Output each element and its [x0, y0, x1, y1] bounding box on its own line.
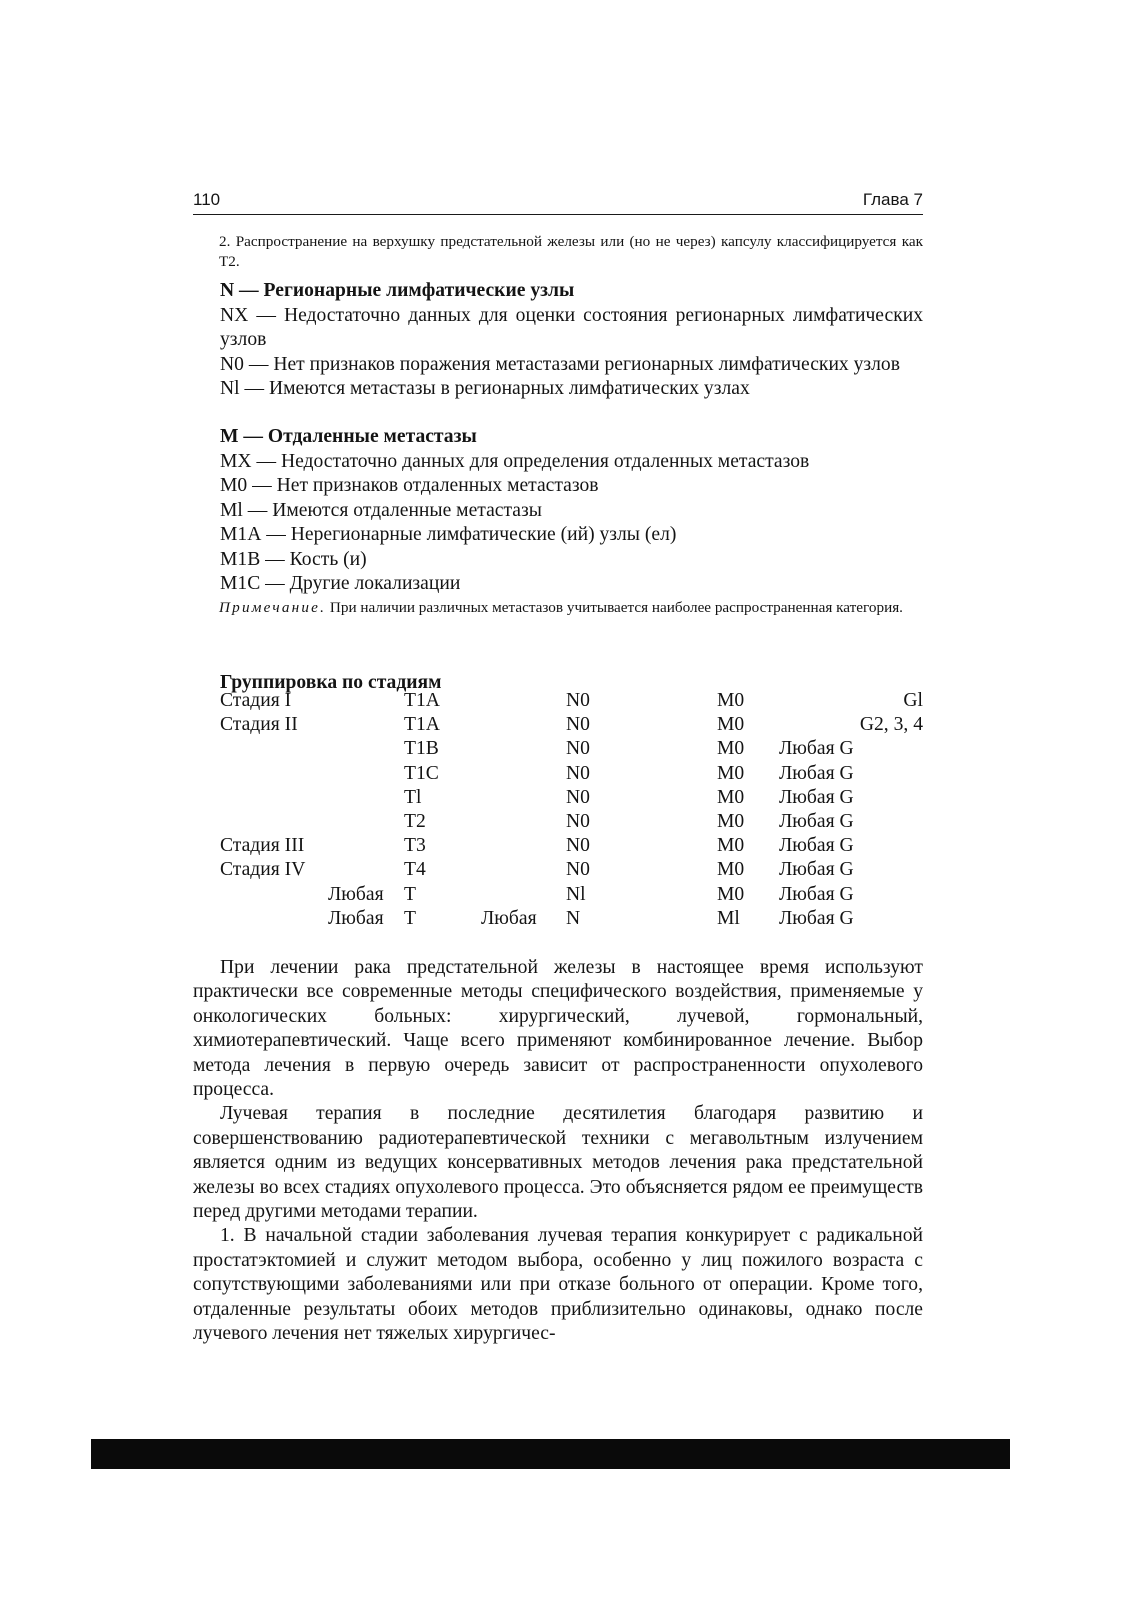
n-cell: N0 [566, 714, 590, 736]
staging-row [0, 811, 1132, 835]
g-cell: Любая G [779, 883, 854, 905]
staging-row [0, 884, 1132, 908]
t-cell: Т1А [404, 690, 440, 711]
m-cell: М0 [717, 859, 745, 881]
t-cell: Т1С [404, 762, 439, 784]
t-cell: Т [404, 907, 416, 929]
n-item-n1: Nl — Имеются метастазы в регионарных лимфатических узлах [220, 378, 750, 399]
n-cell: Nl [566, 883, 586, 905]
n-section [193, 279, 923, 402]
g-cell: Любая G [779, 859, 854, 881]
n-item-nx: NX — Недостаточно данных для оценки состояния регионарных лимфатических узлов [220, 304, 923, 350]
t-cell: Т [404, 883, 416, 905]
running-header [193, 190, 923, 215]
m-cell: М0 [717, 883, 745, 905]
t-cell: Т2 [404, 811, 426, 832]
m-item-m1: Ml — Имеются отдаленные метастазы [220, 499, 542, 521]
n-cell: N0 [566, 859, 590, 881]
m-cell: Ml [717, 907, 740, 929]
page-number: 110 [193, 190, 221, 209]
n-section-title: N — Регионарные лимфатические узлы [220, 280, 575, 301]
note [193, 598, 923, 618]
t-qualifier-cell: Любая [328, 907, 384, 929]
stage-cell: Стадия IV [220, 859, 306, 881]
staging-row [0, 763, 1132, 787]
m-cell: М0 [717, 738, 745, 760]
m-item-m1b: М1В — Кость (и) [220, 548, 367, 570]
g-cell: Любая G [779, 738, 854, 760]
staging-row [0, 714, 1132, 738]
n-item-n0: N0 — Нет признаков поражения метастазами регионарных лимфатических узлов [220, 353, 900, 375]
staging-row [0, 859, 1132, 883]
m-section-title: М — Отдаленные метастазы [220, 426, 477, 447]
m-cell: М0 [717, 714, 745, 736]
m-cell: М0 [717, 762, 745, 784]
t-qualifier-cell: Любая [328, 883, 384, 905]
top-note-text: 2. Распространение на верхушку предстательной железы или (но не через) капсулу классифицируется как Т2. [219, 233, 923, 270]
stage-cell: Стадия III [220, 835, 305, 857]
n-cell: N0 [566, 690, 590, 711]
m-cell: М0 [717, 786, 745, 808]
n-qualifier-cell: Любая [481, 907, 537, 929]
n-cell: N0 [566, 811, 590, 832]
m-cell: М0 [717, 835, 745, 857]
t-cell: Tl [404, 786, 422, 808]
paragraph: Лучевая терапия в последние десятилетия благодаря развитию и совершенствованию радиотерапевтической техники с мегавольтным излучением является одним из ведущих консервативных методов лечения рака предстательной железы во всех стадиях опухолевого процесса. Это объясняется рядом ее преимуществ перед другими методами терапии. [193, 1103, 923, 1223]
paragraph: При лечении рака предстательной железы в настоящее время используют практически все современные методы специфического воздействия, применяемые у онкологических больных: хирургический, лучевой, гормональный, химиотерапевтический. Чаще всего применяют комбинированное лечение. Выбор метода лечения в первую очередь зависит от распространенности опухолевого процесса. [193, 957, 923, 1101]
body-text [193, 956, 923, 1347]
m-cell: М0 [717, 811, 745, 832]
g-cell: Gl [903, 690, 923, 711]
n-cell: N0 [566, 738, 590, 760]
paragraph: 1. В начальной стадии заболевания лучевая терапия конкурирует с радикальной простатэктомией и служит методом выбора, особенно у лиц пожилого возраста с сопутствующими заболеваниями или при отказе больного от операции. Кроме того, отдаленные результаты обоих методов приблизительно одинаковы, однако после лучевого лечения нет тяжелых хирургичес- [193, 1225, 923, 1345]
m-item-m0: М0 — Нет признаков отдаленных метастазов [220, 475, 599, 496]
staging-row [0, 787, 1132, 811]
g-cell: Любая G [779, 907, 854, 929]
m-item-m1a: М1А — Нерегионарные лимфатические (ий) узлы (ел) [220, 524, 677, 545]
g-cell: Любая G [779, 835, 854, 857]
t-cell: Т4 [404, 859, 426, 881]
staging-row [0, 835, 1132, 859]
t-cell: Т1В [404, 738, 439, 760]
m-cell: М0 [717, 690, 745, 711]
n-cell: N0 [566, 835, 590, 857]
staging-row [0, 908, 1132, 932]
n-cell: N0 [566, 786, 590, 808]
staging-row [0, 690, 1132, 714]
g-cell: Любая G [779, 762, 854, 784]
t-cell: Т1А [404, 714, 440, 736]
note-label: Примечание. [219, 599, 327, 616]
top-note [193, 232, 923, 272]
staging-row [0, 738, 1132, 762]
m-item-mx: MX — Недостаточно данных для определения отдаленных метастазов [220, 450, 810, 472]
chapter-label: Глава 7 [862, 190, 923, 209]
staging-title: Группировка по стадиям [220, 672, 442, 693]
g-cell: G2, 3, 4 [859, 714, 923, 736]
n-cell: N [566, 907, 581, 929]
stage-cell: Стадия I [220, 690, 292, 711]
t-cell: Т3 [404, 835, 426, 857]
note-text: При наличии различных метастазов учитывается наиболее распространенная категория. [326, 599, 903, 616]
g-cell: Любая G [779, 811, 854, 832]
n-cell: N0 [566, 762, 590, 784]
scan-edge-bar [91, 1439, 1010, 1469]
m-item-m1c: М1С — Другие локализации [220, 573, 461, 594]
m-section [193, 425, 923, 597]
stage-cell: Стадия II [220, 714, 298, 736]
g-cell: Любая G [779, 786, 854, 808]
